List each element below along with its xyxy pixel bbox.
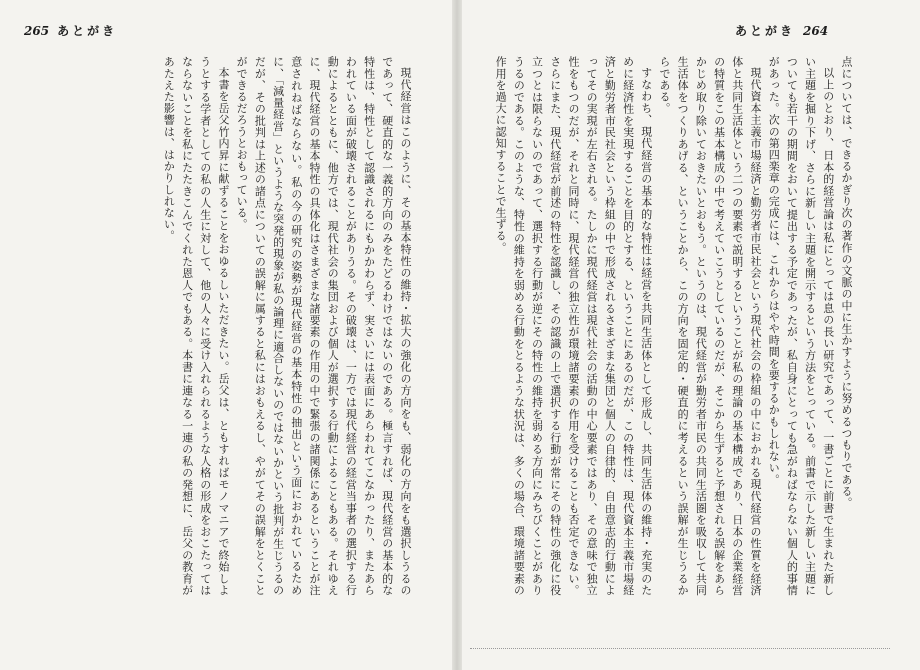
left-running-title: あとがき	[57, 24, 118, 38]
paragraph: 現代資本主義市場経済と勤労者市民社会という現代社会の枠組の中におかれる現代経営の性質を経済体と共同生活体という二つの要素で説明するということが私の理論の基本構成であり、日本の企業経営の特質をこの基本構成の中で考えていこうとしているのだが、そこから生ずると予想される誤解をあらかじめ取り除いておきたいとおもう。というのは、現代経営が勤労者市民の共同生活圏を吸収して共同生活体をつくりあげる、ということから、この方向を固定的・硬直的に考えるという誤解が生じうるからである。	[657, 56, 762, 596]
left-page-header	[24, 22, 117, 39]
paragraph: 本書を岳父竹内昇に献ずることをおゆるしいただきたい。岳父は、ともすればモノマニアで終始しようとする学者としての私の人生に対して、他の人々に受け入れられるような人格の形成をおこたってはならないことを私にたたきこんでくれた恩人でもある。本書に連なる一連の私の発想に、岳父の教育があたえた影響は、はかりしれない。	[162, 56, 230, 596]
left-page-number: 265	[24, 24, 50, 38]
right-page-number: 264	[803, 24, 829, 38]
scan-edge-rule	[470, 648, 890, 649]
paragraph: 以上のとおり、日本的経営論は私にとっては息の長い研究であって、一書ごとに前書で生まれた新しい主題を掘り下げ、さらに新しい主題を開示するという方法をとっている。前書で示した新しい主題についても若干の期間をおいて提出する予定であったが、私自身にとっても急がねばならない個人的事情があった。次の第四楽章の完成には、これからはやや時間を要するかもしれない。	[767, 56, 835, 596]
right-page-header	[735, 22, 828, 39]
right-page-body	[494, 56, 855, 596]
left-page-body	[162, 56, 414, 596]
right-running-title: あとがき	[735, 24, 796, 38]
paragraph: 現代経営はこのように、その基本特性の維持・拡大の強化の方向をも、弱化の方向をも選択しうるのであって、硬直的な一義的方向のみをたどるわけではないのである。極言すれば、現代経営の基本的な特性は、特性として認識されるにもかかわらず、実さいには表面にあらわれてこなかったり、またあらわれている面が破壊されることがありうる。その破壊は、一方では現代経営の経営当事者の選択する行動によるとともに、他方では、現代社会の集団および個人が選択する行動によることもある。それゆえに、現代経営の基本特性の具体化はさまざまな諸要素の作用の中で緊張の諸関係にあるということが注意されねばならない。私の今の研究の姿勢が現代経営の基本特性の抽出という面におかれているために、「減量経営」というような突発的現象が私の論理に適合しないのではないかという批判が生じうるのだが、その批判は上述の諸点についての誤解に属すると私にはおもえるし、やがてその誤解をとくことができるだろうとおもっている。	[235, 56, 412, 596]
paragraph: すなわち、現代経営の基本的な特性は経営を共同生活体として形成し、共同生活体の維持・充実のために経済性を実現することを目的とする、ということにあるのだが、この特性は、現代資本主義市場経済と勤労者市民社会という枠組の中で形成されるさまざまな集団と個人の自律的、自由意志的行動によってその実現が左右される。たしかに現代経営は現代社会の活動の中心要素ではあり、その意味で独立性をもつのだが、それと同時に、現代経営の独立性が環境諸要素の作用を受けることも否定できない。さらにまた、現代経営が前述の特性を認識し、その認識の上で選択する行動が常にその特性の強化に役立つとは限らないのであって、選択する行動が逆にその特性の維持を弱める方向にみちびくことがありうるのである。このような、特性の維持を弱める行動をとるような状況は、多くの場合、環境諸要素の作用を過大に認知することで生ずる。	[494, 56, 653, 596]
book-gutter	[452, 0, 462, 670]
paragraph: 点については、できるかぎり次の著作の文脈の中に生かすように努めるつもりである。	[840, 56, 853, 509]
